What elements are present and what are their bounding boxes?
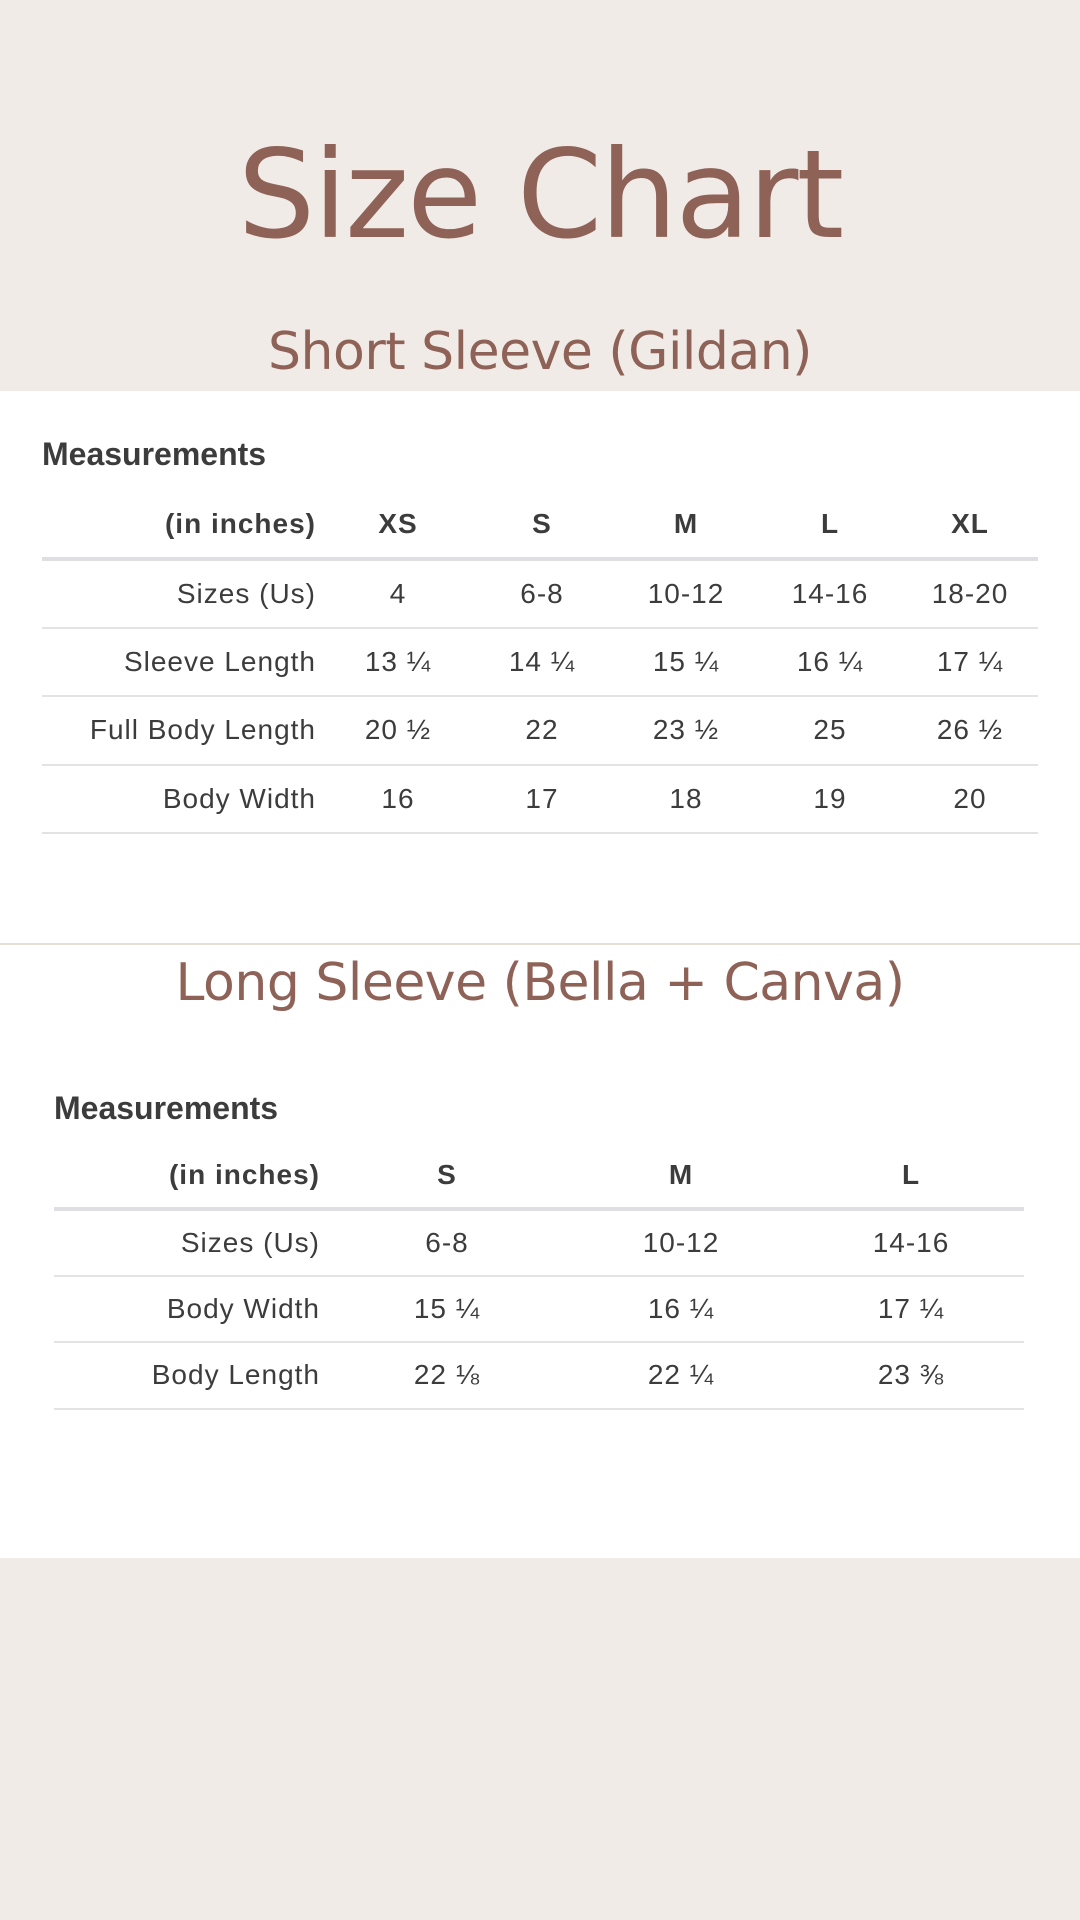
size-header-s: S	[437, 1159, 457, 1190]
short-sleeve-table	[42, 490, 1038, 834]
table-cell: 25	[813, 714, 847, 746]
table-cell: 6-8	[425, 1226, 469, 1258]
table-cell: 23 ⅜	[877, 1359, 945, 1391]
row-label: Body Width	[166, 1292, 320, 1324]
table-row	[42, 765, 1038, 834]
table-cell: 4	[389, 577, 407, 609]
table-row	[42, 628, 1038, 697]
table-cell: 22	[525, 714, 559, 746]
short-sleeve-title: Short Sleeve (Gildan)	[268, 322, 812, 382]
size-header-xs: XS	[378, 507, 418, 539]
table-cell: 18	[669, 782, 703, 814]
table-cell: 14-16	[872, 1226, 950, 1258]
table-cell: 16 ¼	[647, 1292, 715, 1324]
table-cell: 26 ½	[936, 714, 1004, 746]
section-divider	[0, 943, 1080, 945]
table-cell: 15 ¼	[652, 645, 720, 677]
table-cell: 20	[953, 782, 987, 814]
table-row	[42, 696, 1038, 765]
table-cell: 14-16	[791, 577, 869, 609]
row-label: Sizes (Us)	[176, 577, 316, 609]
table-cell: 17	[525, 782, 559, 814]
size-header-m: M	[668, 1159, 694, 1190]
table-row	[54, 1276, 1024, 1343]
size-header-xl: XL	[951, 507, 989, 539]
table-header-row	[42, 490, 1038, 559]
table-cell: 22 ⅛	[413, 1359, 481, 1391]
page-title: Size Chart	[237, 124, 843, 266]
table-cell: 16	[381, 782, 415, 814]
size-header-s: S	[532, 507, 552, 539]
table-cell: 22 ¼	[647, 1359, 715, 1391]
long-sleeve-table	[54, 1143, 1024, 1410]
table-cell: 14 ¼	[508, 645, 576, 677]
units-header: (in inches)	[164, 507, 316, 539]
size-header-m: M	[673, 507, 699, 539]
table-cell: 19	[813, 782, 847, 814]
table-cell: 17 ¼	[936, 645, 1004, 677]
table-cell: 16 ¼	[796, 645, 864, 677]
table-cell: 23 ½	[652, 714, 720, 746]
long-sleeve-title: Long Sleeve (Bella + Canva)	[175, 953, 905, 1013]
size-header-l: L	[901, 1159, 921, 1190]
table-cell: 10-12	[642, 1226, 720, 1258]
table-cell: 13 ¼	[364, 645, 432, 677]
size-header-l: L	[820, 507, 840, 539]
table-cell: 18-20	[931, 577, 1009, 609]
table-header-row	[54, 1143, 1024, 1209]
table-row	[54, 1209, 1024, 1276]
row-label: Sizes (Us)	[180, 1226, 320, 1258]
row-label: Sleeve Length	[123, 645, 316, 677]
short-sleeve-measurements-label: Measurements	[42, 436, 267, 472]
table-row	[54, 1342, 1024, 1409]
table-cell: 10-12	[647, 577, 725, 609]
row-label: Body Width	[162, 782, 316, 814]
table-cell: 6-8	[520, 577, 564, 609]
row-label: Full Body Length	[89, 714, 316, 746]
table-cell: 17 ¼	[877, 1292, 945, 1324]
table-cell: 15 ¼	[413, 1292, 481, 1324]
table-row	[42, 559, 1038, 628]
long-sleeve-measurements-label: Measurements	[54, 1090, 279, 1126]
row-label: Body Length	[151, 1359, 320, 1391]
units-header: (in inches)	[168, 1159, 320, 1190]
table-cell: 20 ½	[364, 714, 432, 746]
